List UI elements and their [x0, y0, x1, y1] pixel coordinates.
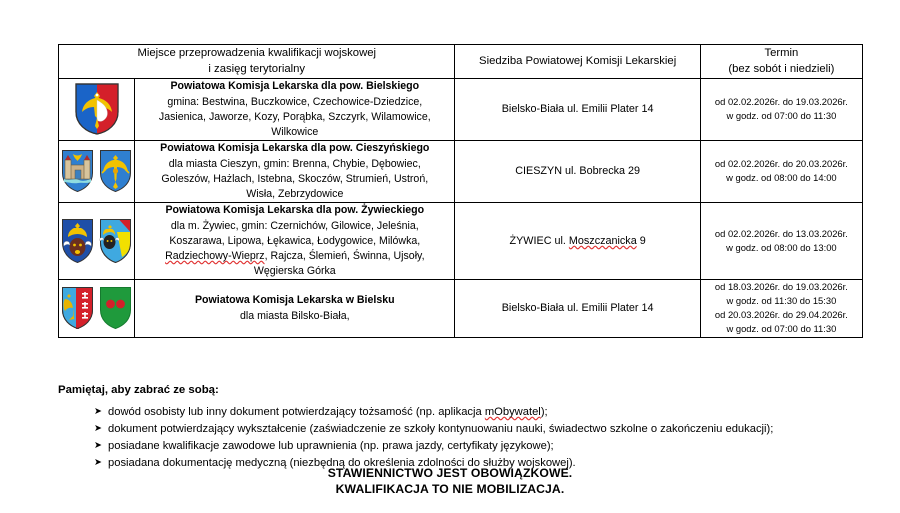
item-prefix: dowód osobisty lub inny dokument potwierdzający tożsamość (np. aplikacja	[108, 406, 485, 418]
place-cell	[135, 280, 455, 337]
seat-cell	[455, 203, 700, 280]
spellcheck-word: Moszczanicka	[568, 235, 637, 248]
cieszyn-city-arms-icon	[61, 149, 94, 193]
header-place-line2: i zasięg terytorialny	[208, 63, 306, 76]
list-item	[94, 404, 858, 421]
list-item: ➤ posiadana dokumentację medyczną (niezbędną do określenia zdolności do służby wojskowej).	[94, 455, 858, 472]
seat-cell: Bielsko-Biała ul. Emilii Plater 14	[455, 78, 700, 140]
list-item: ➤ dokument potwierdzający wykształcenie (zaświadczenie ze szkoły kontynuowaniu nauki, świadectwo szkolne o zakończeniu edukacji);	[94, 421, 858, 438]
scope-line: Jasienica, Jaworze, Kozy, Porąbka, Szczyrk, Wilamowice,	[158, 110, 431, 123]
place-cell	[135, 140, 455, 202]
bielsko-biala-city-arms-icon	[61, 286, 94, 330]
scope-line: Koszarawa, Lipowa, Łękawica, Łodygowice, Milówka,	[169, 235, 421, 248]
reminder-title: Pamiętaj, aby zabrać ze sobą:	[58, 384, 219, 396]
spellcheck-word: mObywatel	[484, 406, 541, 418]
term-cell	[700, 78, 862, 140]
item-suffix: );	[540, 406, 548, 418]
commission-title: Powiatowa Komisja Lekarska w Bielsku	[194, 293, 395, 306]
footer-notice	[0, 465, 900, 498]
qualification-table	[58, 44, 863, 338]
spellcheck-word: Radziechowy-Wieprz	[165, 250, 265, 263]
qualification-table-container	[58, 44, 863, 338]
cieszyn-county-arms-icon	[99, 149, 132, 193]
term-cell	[700, 203, 862, 280]
crest-cell	[59, 140, 135, 202]
term-line: od 02.02.2026r. do 20.03.2026r.	[714, 158, 848, 170]
header-place-line1: Miejsce przeprowadzenia kwalifikacji wojskowej	[137, 47, 377, 59]
term-cell	[700, 280, 862, 337]
scope-line: dla miasta Bilsko-Biała,	[240, 309, 350, 322]
table-row	[59, 203, 863, 280]
term-line: od 18.03.2026r. do 19.03.2026r.	[714, 281, 848, 293]
zywiec-city-arms-icon	[99, 218, 132, 264]
term-line: od 02.02.2026r. do 19.03.2026r.	[714, 96, 848, 108]
crest-cell	[59, 203, 135, 280]
scope-line-spellchecked	[135, 249, 454, 264]
header-place	[59, 45, 455, 79]
seat-suffix: 9	[636, 235, 646, 248]
scope-line: Goleszów, Hażlach, Istebna, Skoczów, Strumień, Ustroń,	[161, 172, 429, 185]
commission-title: Powiatowa Komisja Lekarska dla pow. Cieszyńskiego	[160, 141, 430, 154]
header-term-line2: (bez sobót i niedzieli)	[728, 63, 835, 76]
term-cell	[700, 140, 862, 202]
table-header-row	[59, 45, 863, 79]
place-cell	[135, 78, 455, 140]
table-row	[59, 140, 863, 202]
bielsko-county-arms-icon	[74, 82, 120, 136]
commission-title: Powiatowa Komisja Lekarska dla pow. Bielskiego	[170, 79, 420, 92]
list-item: ➤ posiadane kwalifikacje zawodowe lub uprawnienia (np. prawa jazdy, certyfikaty językowe);	[94, 438, 858, 455]
header-term	[700, 45, 862, 79]
table-row	[59, 78, 863, 140]
seat-cell: Bielsko-Biała ul. Emilii Plater 14	[455, 280, 700, 337]
term-line: w godz. od 07:00 do 11:30	[726, 110, 837, 122]
footer-line-2: KWALIFIKACJA TO NIE MOBILIZACJA.	[335, 482, 565, 497]
scope-line: dla miasta Cieszyn, gmin: Brenna, Chybie, Dębowiec,	[168, 157, 421, 170]
place-cell	[135, 203, 455, 280]
term-line: w godz. od 08:00 do 13:00	[726, 242, 837, 254]
commission-title: Powiatowa Komisja Lekarska dla pow. Żywieckiego	[165, 204, 425, 216]
header-term-line1: Termin	[764, 47, 799, 59]
term-line: w godz. od 07:00 do 11:30	[726, 323, 837, 335]
scope-line: dla m. Żywiec, gmin: Czernichów, Gilowice, Jeleśnia,	[170, 220, 419, 233]
term-line: w godz. od 08:00 do 14:00	[726, 172, 837, 184]
header-seat: Siedziba Powiatowej Komisji Lekarskiej	[455, 45, 700, 79]
scope-line-rest: , Rajcza, Ślemień, Świnna, Ujsoły,	[264, 250, 425, 263]
footer-line-1: STAWIENNICTWO JEST OBOWIĄZKOWE.	[327, 466, 573, 480]
crest-cell	[59, 280, 135, 337]
reminder-section	[58, 384, 858, 473]
scope-line: Węgierska Górka	[253, 265, 336, 278]
seat-cell: CIESZYN ul. Bobrecka 29	[455, 140, 700, 202]
green-shield-arms-icon	[99, 286, 132, 330]
crest-cell	[59, 78, 135, 140]
term-line: w godz. od 11:30 do 15:30	[726, 295, 837, 307]
zywiec-county-arms-icon	[61, 218, 94, 264]
seat-prefix: ŻYWIEC ul.	[509, 235, 569, 248]
scope-line: Wilkowice	[271, 125, 319, 138]
reminder-list	[58, 404, 858, 473]
scope-line: gmina: Bestwina, Buczkowice, Czechowice-Dziedzice,	[167, 95, 423, 108]
term-line: od 02.02.2026r. do 13.03.2026r.	[714, 227, 848, 239]
table-row	[59, 280, 863, 337]
term-line: od 20.03.2026r. do 29.04.2026r.	[714, 309, 848, 321]
scope-line: Wisła, Zebrzydowice	[246, 187, 344, 200]
